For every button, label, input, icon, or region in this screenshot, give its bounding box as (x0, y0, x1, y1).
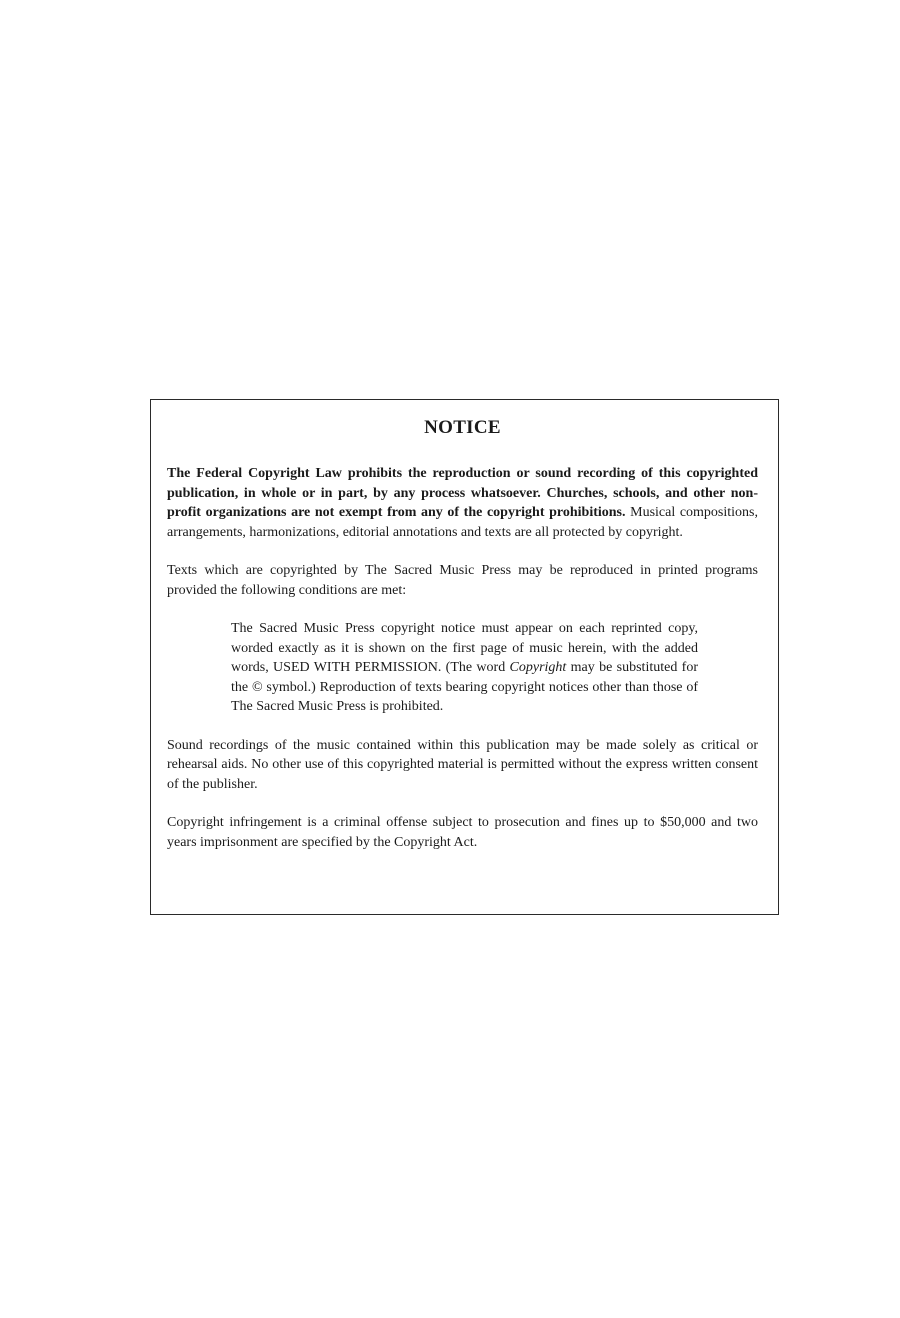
reproduction-conditions (231, 619, 698, 717)
infringement-paragraph: Copyright infringement is a criminal offense subject to prosecution and fines up to $50,000 and two years imprisonment are specified by the Copyright Act. (167, 815, 758, 850)
notice-box (150, 399, 779, 915)
sound-recordings-paragraph: Sound recordings of the music contained within this publication may be made solely as critical or rehearsal aids. No other use of this copyrighted material is permitted without the express written consent of the publisher. (167, 737, 758, 792)
copyright-law-paragraph (167, 464, 758, 542)
notice-title: NOTICE (424, 417, 501, 438)
conditions-text-1: The Sacred Music Press copyright notice must appear on each reprinted copy, worded exactly as it is shown on the first page of music herein, with the added words, USED WITH PERMISSION. (The word (231, 621, 698, 675)
conditions-text-2: may be substituted for the © symbol.) Reproduction of texts bearing copyright notices other than those of The Sacred Music Press is prohibited. (231, 660, 698, 714)
copyright-law-bold-text: The Federal Copyright Law prohibits the reproduction or sound recording of this copyrighted publication, in whole or in part, by any process whatsoever. Churches, schools, and other non-profit organizations are not exempt from any of the copyright prohibitions. (167, 466, 758, 520)
copyright-law-text: Musical compositions, arrangements, harmonizations, editorial annotations and texts are all protected by copyright. (167, 505, 759, 540)
reproduction-conditions-intro: Texts which are copyrighted by The Sacred Music Press may be reproduced in printed programs provided the following conditions are met: (167, 563, 758, 598)
conditions-italic-word: Copyright (509, 660, 567, 675)
